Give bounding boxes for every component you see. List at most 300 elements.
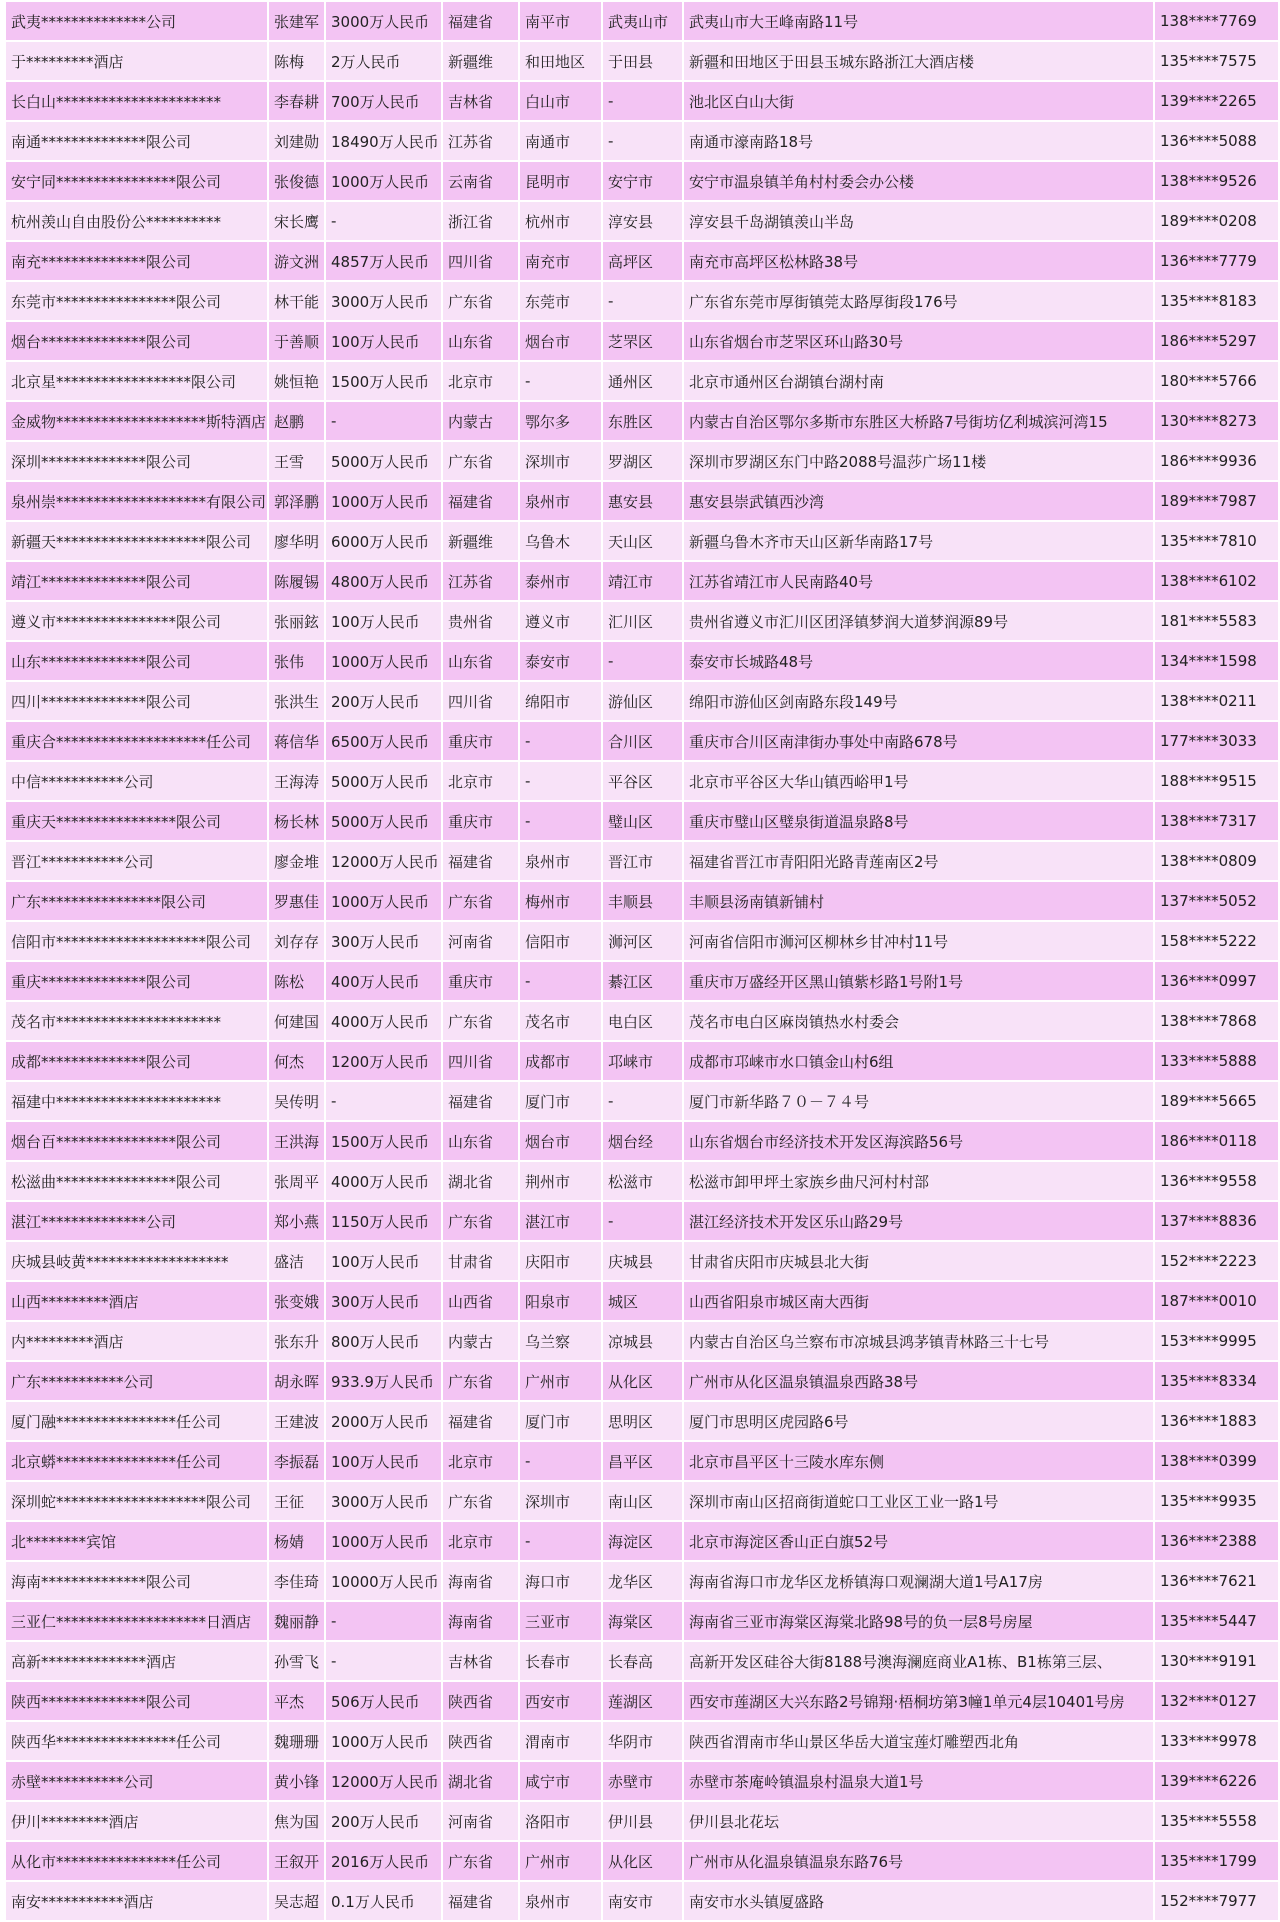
registered-capital-cell: 3000万人民币 xyxy=(325,281,442,321)
address-cell: 重庆市合川区南津街办事处中南路678号 xyxy=(683,721,1154,761)
registered-capital-cell: 4000万人民币 xyxy=(325,1001,442,1041)
address-cell: 成都市邛崃市水口镇金山村6组 xyxy=(683,1041,1154,1081)
city-cell: 三亚市 xyxy=(519,1601,602,1641)
legal-rep-cell: 杨长林 xyxy=(268,801,325,841)
registered-capital-cell: 3000万人民币 xyxy=(325,1,442,41)
registered-capital-cell: 1000万人民币 xyxy=(325,481,442,521)
legal-rep-cell: 李春耕 xyxy=(268,81,325,121)
phone-cell: 139****2265 xyxy=(1154,81,1279,121)
phone-cell: 130****8273 xyxy=(1154,401,1279,441)
registered-capital-cell: 10000万人民币 xyxy=(325,1561,442,1601)
registered-capital-cell: 300万人民币 xyxy=(325,921,442,961)
company-name-cell: 北********宾馆 xyxy=(5,1521,268,1561)
phone-cell: 180****5766 xyxy=(1154,361,1279,401)
legal-rep-cell: 李佳琦 xyxy=(268,1561,325,1601)
table-row xyxy=(5,81,1279,121)
table-row xyxy=(5,321,1279,361)
address-cell: 南充市高坪区松林路38号 xyxy=(683,241,1154,281)
province-cell: 山东省 xyxy=(442,641,519,681)
phone-cell: 138****9526 xyxy=(1154,161,1279,201)
phone-cell: 134****1598 xyxy=(1154,641,1279,681)
address-cell: 山东省烟台市芝罘区环山路30号 xyxy=(683,321,1154,361)
registered-capital-cell: 1500万人民币 xyxy=(325,361,442,401)
phone-cell: 189****0208 xyxy=(1154,201,1279,241)
legal-rep-cell: 吴传明 xyxy=(268,1081,325,1121)
table-row xyxy=(5,561,1279,601)
table-row xyxy=(5,881,1279,921)
company-name-cell: 遵义市****************限公司 xyxy=(5,601,268,641)
city-cell: 渭南市 xyxy=(519,1721,602,1761)
address-cell: 河南省信阳市浉河区柳林乡甘冲村11号 xyxy=(683,921,1154,961)
city-cell: 泰州市 xyxy=(519,561,602,601)
company-name-cell: 南安***********酒店 xyxy=(5,1881,268,1921)
phone-cell: 135****7810 xyxy=(1154,521,1279,561)
company-name-cell: 信阳市********************限公司 xyxy=(5,921,268,961)
city-cell: 白山市 xyxy=(519,81,602,121)
registered-capital-cell: 1000万人民币 xyxy=(325,1521,442,1561)
district-cell: 綦江区 xyxy=(602,961,683,1001)
district-cell: 芝罘区 xyxy=(602,321,683,361)
company-name-cell: 烟台**************限公司 xyxy=(5,321,268,361)
registered-capital-cell: 2万人民币 xyxy=(325,41,442,81)
province-cell: 甘肃省 xyxy=(442,1241,519,1281)
legal-rep-cell: 廖金堆 xyxy=(268,841,325,881)
address-cell: 福建省晋江市青阳阳光路青莲南区2号 xyxy=(683,841,1154,881)
city-cell: 长春市 xyxy=(519,1641,602,1681)
province-cell: 广东省 xyxy=(442,1201,519,1241)
district-cell: 通州区 xyxy=(602,361,683,401)
phone-cell: 186****0118 xyxy=(1154,1121,1279,1161)
phone-cell: 138****0399 xyxy=(1154,1441,1279,1481)
province-cell: 广东省 xyxy=(442,881,519,921)
city-cell: 泉州市 xyxy=(519,1881,602,1921)
province-cell: 山西省 xyxy=(442,1281,519,1321)
phone-cell: 186****9936 xyxy=(1154,441,1279,481)
company-name-cell: 东莞市****************限公司 xyxy=(5,281,268,321)
province-cell: 山东省 xyxy=(442,1121,519,1161)
city-cell: 洛阳市 xyxy=(519,1801,602,1841)
phone-cell: 135****5558 xyxy=(1154,1801,1279,1841)
phone-cell: 158****5222 xyxy=(1154,921,1279,961)
table-row xyxy=(5,601,1279,641)
phone-cell: 189****7987 xyxy=(1154,481,1279,521)
registered-capital-cell: 100万人民币 xyxy=(325,601,442,641)
registered-capital-cell: 0.1万人民币 xyxy=(325,1881,442,1921)
province-cell: 四川省 xyxy=(442,1041,519,1081)
table-row xyxy=(5,1041,1279,1081)
legal-rep-cell: 张周平 xyxy=(268,1161,325,1201)
city-cell: 杭州市 xyxy=(519,201,602,241)
company-name-cell: 安宁同****************限公司 xyxy=(5,161,268,201)
company-name-cell: 深圳**************限公司 xyxy=(5,441,268,481)
city-cell: 成都市 xyxy=(519,1041,602,1081)
table-row xyxy=(5,1401,1279,1441)
district-cell: 天山区 xyxy=(602,521,683,561)
company-name-cell: 庆城县岐黄******************* xyxy=(5,1241,268,1281)
province-cell: 江苏省 xyxy=(442,561,519,601)
registered-capital-cell: - xyxy=(325,1081,442,1121)
district-cell: 丰顺县 xyxy=(602,881,683,921)
registered-capital-cell: 1150万人民币 xyxy=(325,1201,442,1241)
district-cell: 于田县 xyxy=(602,41,683,81)
registered-capital-cell: 100万人民币 xyxy=(325,1441,442,1481)
phone-cell: 136****7621 xyxy=(1154,1561,1279,1601)
address-cell: 山西省阳泉市城区南大西街 xyxy=(683,1281,1154,1321)
company-name-cell: 北京蟒****************任公司 xyxy=(5,1441,268,1481)
phone-cell: 136****0997 xyxy=(1154,961,1279,1001)
address-cell: 赤壁市茶庵岭镇温泉村温泉大道1号 xyxy=(683,1761,1154,1801)
address-cell: 北京市海淀区香山正白旗52号 xyxy=(683,1521,1154,1561)
address-cell: 广州市从化温泉镇温泉东路76号 xyxy=(683,1841,1154,1881)
legal-rep-cell: 游文洲 xyxy=(268,241,325,281)
legal-rep-cell: 陈梅 xyxy=(268,41,325,81)
phone-cell: 181****5583 xyxy=(1154,601,1279,641)
address-cell: 伊川县北花坛 xyxy=(683,1801,1154,1841)
address-cell: 淳安县千岛湖镇羡山半岛 xyxy=(683,201,1154,241)
city-cell: 西安市 xyxy=(519,1681,602,1721)
company-name-cell: 重庆天****************限公司 xyxy=(5,801,268,841)
city-cell: 广州市 xyxy=(519,1841,602,1881)
table-row xyxy=(5,1721,1279,1761)
table-row xyxy=(5,1881,1279,1921)
district-cell: - xyxy=(602,1081,683,1121)
company-name-cell: 内*********酒店 xyxy=(5,1321,268,1361)
district-cell: 汇川区 xyxy=(602,601,683,641)
district-cell: 海棠区 xyxy=(602,1601,683,1641)
province-cell: 福建省 xyxy=(442,1,519,41)
district-cell: 平谷区 xyxy=(602,761,683,801)
company-name-cell: 海南**************限公司 xyxy=(5,1561,268,1601)
company-name-cell: 赤壁***********公司 xyxy=(5,1761,268,1801)
phone-cell: 136****2388 xyxy=(1154,1521,1279,1561)
district-cell: 庆城县 xyxy=(602,1241,683,1281)
address-cell: 江苏省靖江市人民南路40号 xyxy=(683,561,1154,601)
legal-rep-cell: 姚恒艳 xyxy=(268,361,325,401)
phone-cell: 138****0809 xyxy=(1154,841,1279,881)
company-name-cell: 于*********酒店 xyxy=(5,41,268,81)
table-row xyxy=(5,1321,1279,1361)
table-row xyxy=(5,41,1279,81)
city-cell: 信阳市 xyxy=(519,921,602,961)
legal-rep-cell: 赵鹏 xyxy=(268,401,325,441)
company-name-cell: 杭州羡山自由股份公********** xyxy=(5,201,268,241)
legal-rep-cell: 张洪生 xyxy=(268,681,325,721)
city-cell: 厦门市 xyxy=(519,1401,602,1441)
registered-capital-cell: 1200万人民币 xyxy=(325,1041,442,1081)
phone-cell: 138****7868 xyxy=(1154,1001,1279,1041)
city-cell: 咸宁市 xyxy=(519,1761,602,1801)
legal-rep-cell: 盛洁 xyxy=(268,1241,325,1281)
province-cell: 内蒙古 xyxy=(442,401,519,441)
province-cell: 福建省 xyxy=(442,1881,519,1921)
table-row xyxy=(5,521,1279,561)
registered-capital-cell: 3000万人民币 xyxy=(325,1481,442,1521)
registered-capital-cell: 100万人民币 xyxy=(325,321,442,361)
address-cell: 北京市平谷区大华山镇西峪甲1号 xyxy=(683,761,1154,801)
table-row xyxy=(5,1441,1279,1481)
address-cell: 海南省三亚市海棠区海棠北路98号的负一层8号房屋 xyxy=(683,1601,1154,1641)
address-cell: 新疆乌鲁木齐市天山区新华南路17号 xyxy=(683,521,1154,561)
legal-rep-cell: 郭泽鹏 xyxy=(268,481,325,521)
table-row xyxy=(5,441,1279,481)
company-name-cell: 南充**************限公司 xyxy=(5,241,268,281)
province-cell: 北京市 xyxy=(442,1441,519,1481)
phone-cell: 138****0211 xyxy=(1154,681,1279,721)
legal-rep-cell: 何杰 xyxy=(268,1041,325,1081)
district-cell: 松滋市 xyxy=(602,1161,683,1201)
phone-cell: 135****7575 xyxy=(1154,41,1279,81)
table-row xyxy=(5,1841,1279,1881)
phone-cell: 138****6102 xyxy=(1154,561,1279,601)
district-cell: 安宁市 xyxy=(602,161,683,201)
district-cell: 武夷山市 xyxy=(602,1,683,41)
legal-rep-cell: 廖华明 xyxy=(268,521,325,561)
table-row xyxy=(5,281,1279,321)
address-cell: 内蒙古自治区鄂尔多斯市东胜区大桥路7号街坊亿利城滨河湾15 xyxy=(683,401,1154,441)
district-cell: 浉河区 xyxy=(602,921,683,961)
legal-rep-cell: 胡永晖 xyxy=(268,1361,325,1401)
province-cell: 河南省 xyxy=(442,1801,519,1841)
company-name-cell: 三亚仁********************日酒店 xyxy=(5,1601,268,1641)
province-cell: 河南省 xyxy=(442,921,519,961)
address-cell: 北京市昌平区十三陵水库东侧 xyxy=(683,1441,1154,1481)
district-cell: 南安市 xyxy=(602,1881,683,1921)
phone-cell: 153****9995 xyxy=(1154,1321,1279,1361)
legal-rep-cell: 王建波 xyxy=(268,1401,325,1441)
registered-capital-cell: 4800万人民币 xyxy=(325,561,442,601)
registered-capital-cell: 700万人民币 xyxy=(325,81,442,121)
city-cell: - xyxy=(519,1441,602,1481)
company-name-cell: 重庆合********************任公司 xyxy=(5,721,268,761)
address-cell: 重庆市万盛经开区黑山镇紫杉路1号附1号 xyxy=(683,961,1154,1001)
city-cell: - xyxy=(519,801,602,841)
legal-rep-cell: 张东升 xyxy=(268,1321,325,1361)
city-cell: 乌兰察 xyxy=(519,1321,602,1361)
company-table xyxy=(4,0,1280,1922)
district-cell: 罗湖区 xyxy=(602,441,683,481)
table-row xyxy=(5,1001,1279,1041)
legal-rep-cell: 魏丽静 xyxy=(268,1601,325,1641)
table-row xyxy=(5,241,1279,281)
table-row xyxy=(5,161,1279,201)
legal-rep-cell: 张俊德 xyxy=(268,161,325,201)
province-cell: 湖北省 xyxy=(442,1161,519,1201)
registered-capital-cell: 5000万人民币 xyxy=(325,761,442,801)
city-cell: - xyxy=(519,761,602,801)
company-name-cell: 长白山********************** xyxy=(5,81,268,121)
legal-rep-cell: 王海涛 xyxy=(268,761,325,801)
city-cell: 烟台市 xyxy=(519,321,602,361)
registered-capital-cell: 2016万人民币 xyxy=(325,1841,442,1881)
province-cell: 福建省 xyxy=(442,841,519,881)
registered-capital-cell: - xyxy=(325,1641,442,1681)
legal-rep-cell: 刘建勋 xyxy=(268,121,325,161)
company-name-cell: 重庆**************限公司 xyxy=(5,961,268,1001)
registered-capital-cell: 4000万人民币 xyxy=(325,1161,442,1201)
table-row xyxy=(5,1161,1279,1201)
province-cell: 北京市 xyxy=(442,761,519,801)
address-cell: 南安市水头镇厦盛路 xyxy=(683,1881,1154,1921)
legal-rep-cell: 张伟 xyxy=(268,641,325,681)
address-cell: 重庆市璧山区璧泉街道温泉路8号 xyxy=(683,801,1154,841)
address-cell: 深圳市罗湖区东门中路2088号温莎广场11楼 xyxy=(683,441,1154,481)
address-cell: 池北区白山大街 xyxy=(683,81,1154,121)
legal-rep-cell: 王叙开 xyxy=(268,1841,325,1881)
city-cell: 泰安市 xyxy=(519,641,602,681)
province-cell: 重庆市 xyxy=(442,961,519,1001)
address-cell: 海南省海口市龙华区龙桥镇海口观澜湖大道1号A17房 xyxy=(683,1561,1154,1601)
district-cell: 城区 xyxy=(602,1281,683,1321)
district-cell: 龙华区 xyxy=(602,1561,683,1601)
table-row xyxy=(5,1601,1279,1641)
phone-cell: 133****9978 xyxy=(1154,1721,1279,1761)
company-name-cell: 山东**************限公司 xyxy=(5,641,268,681)
phone-cell: 177****3033 xyxy=(1154,721,1279,761)
city-cell: 南充市 xyxy=(519,241,602,281)
table-row xyxy=(5,841,1279,881)
phone-cell: 133****5888 xyxy=(1154,1041,1279,1081)
district-cell: 莲湖区 xyxy=(602,1681,683,1721)
phone-cell: 130****9191 xyxy=(1154,1641,1279,1681)
city-cell: 厦门市 xyxy=(519,1081,602,1121)
registered-capital-cell: 300万人民币 xyxy=(325,1281,442,1321)
district-cell: 惠安县 xyxy=(602,481,683,521)
company-name-cell: 金威物********************斯特酒店 xyxy=(5,401,268,441)
address-cell: 甘肃省庆阳市庆城县北大街 xyxy=(683,1241,1154,1281)
phone-cell: 137****5052 xyxy=(1154,881,1279,921)
province-cell: 山东省 xyxy=(442,321,519,361)
address-cell: 北京市通州区台湖镇台湖村南 xyxy=(683,361,1154,401)
phone-cell: 135****8183 xyxy=(1154,281,1279,321)
city-cell: 湛江市 xyxy=(519,1201,602,1241)
phone-cell: 186****5297 xyxy=(1154,321,1279,361)
table-row xyxy=(5,641,1279,681)
registered-capital-cell: 1000万人民币 xyxy=(325,1721,442,1761)
table-row xyxy=(5,761,1279,801)
legal-rep-cell: 平杰 xyxy=(268,1681,325,1721)
registered-capital-cell: 12000万人民币 xyxy=(325,1761,442,1801)
city-cell: 庆阳市 xyxy=(519,1241,602,1281)
city-cell: - xyxy=(519,721,602,761)
district-cell: 晋江市 xyxy=(602,841,683,881)
district-cell: - xyxy=(602,281,683,321)
phone-cell: 135****8334 xyxy=(1154,1361,1279,1401)
company-name-cell: 伊川*********酒店 xyxy=(5,1801,268,1841)
registered-capital-cell: 1500万人民币 xyxy=(325,1121,442,1161)
phone-cell: 137****8836 xyxy=(1154,1201,1279,1241)
company-name-cell: 茂名市********************** xyxy=(5,1001,268,1041)
district-cell: 电白区 xyxy=(602,1001,683,1041)
registered-capital-cell: - xyxy=(325,201,442,241)
province-cell: 江苏省 xyxy=(442,121,519,161)
legal-rep-cell: 罗惠佳 xyxy=(268,881,325,921)
district-cell: 游仙区 xyxy=(602,681,683,721)
address-cell: 安宁市温泉镇羊角村村委会办公楼 xyxy=(683,161,1154,201)
registered-capital-cell: 1000万人民币 xyxy=(325,641,442,681)
legal-rep-cell: 张变娥 xyxy=(268,1281,325,1321)
phone-cell: 135****1799 xyxy=(1154,1841,1279,1881)
company-name-cell: 福建中********************** xyxy=(5,1081,268,1121)
province-cell: 新疆维 xyxy=(442,521,519,561)
province-cell: 北京市 xyxy=(442,361,519,401)
phone-cell: 152****7977 xyxy=(1154,1881,1279,1921)
registered-capital-cell: 12000万人民币 xyxy=(325,841,442,881)
province-cell: 海南省 xyxy=(442,1601,519,1641)
legal-rep-cell: 焦为国 xyxy=(268,1801,325,1841)
phone-cell: 139****6226 xyxy=(1154,1761,1279,1801)
city-cell: 广州市 xyxy=(519,1361,602,1401)
district-cell: 高坪区 xyxy=(602,241,683,281)
province-cell: 广东省 xyxy=(442,1481,519,1521)
district-cell: 烟台经 xyxy=(602,1121,683,1161)
company-name-cell: 从化市****************任公司 xyxy=(5,1841,268,1881)
company-name-cell: 陕西**************限公司 xyxy=(5,1681,268,1721)
table-row xyxy=(5,1081,1279,1121)
address-cell: 深圳市南山区招商街道蛇口工业区工业一路1号 xyxy=(683,1481,1154,1521)
table-row xyxy=(5,961,1279,1001)
table-row xyxy=(5,1201,1279,1241)
registered-capital-cell: 506万人民币 xyxy=(325,1681,442,1721)
province-cell: 海南省 xyxy=(442,1561,519,1601)
table-row xyxy=(5,1641,1279,1681)
phone-cell: 132****0127 xyxy=(1154,1681,1279,1721)
province-cell: 重庆市 xyxy=(442,801,519,841)
address-cell: 内蒙古自治区乌兰察布市凉城县鸿茅镇青林路三十七号 xyxy=(683,1321,1154,1361)
city-cell: 泉州市 xyxy=(519,481,602,521)
province-cell: 重庆市 xyxy=(442,721,519,761)
city-cell: 和田地区 xyxy=(519,41,602,81)
district-cell: - xyxy=(602,81,683,121)
company-name-cell: 陕西华****************任公司 xyxy=(5,1721,268,1761)
table-row xyxy=(5,801,1279,841)
address-cell: 西安市莲湖区大兴东路2号锦翔·梧桐坊第3幢1单元4层10401号房 xyxy=(683,1681,1154,1721)
company-name-cell: 晋江***********公司 xyxy=(5,841,268,881)
address-cell: 武夷山市大王峰南路11号 xyxy=(683,1,1154,41)
address-cell: 惠安县崇武镇西沙湾 xyxy=(683,481,1154,521)
address-cell: 陕西省渭南市华山景区华岳大道宝莲灯雕塑西北角 xyxy=(683,1721,1154,1761)
city-cell: - xyxy=(519,1521,602,1561)
address-cell: 广州市从化区温泉镇温泉西路38号 xyxy=(683,1361,1154,1401)
district-cell: 从化区 xyxy=(602,1841,683,1881)
table-row xyxy=(5,1361,1279,1401)
legal-rep-cell: 黄小锋 xyxy=(268,1761,325,1801)
district-cell: - xyxy=(602,1201,683,1241)
district-cell: 华阴市 xyxy=(602,1721,683,1761)
registered-capital-cell: 18490万人民币 xyxy=(325,121,442,161)
company-name-cell: 新疆天********************限公司 xyxy=(5,521,268,561)
registered-capital-cell: 933.9万人民币 xyxy=(325,1361,442,1401)
phone-cell: 136****1883 xyxy=(1154,1401,1279,1441)
province-cell: 湖北省 xyxy=(442,1761,519,1801)
province-cell: 吉林省 xyxy=(442,1641,519,1681)
address-cell: 新疆和田地区于田县玉城东路浙江大酒店楼 xyxy=(683,41,1154,81)
phone-cell: 135****9935 xyxy=(1154,1481,1279,1521)
district-cell: 邛崃市 xyxy=(602,1041,683,1081)
province-cell: 四川省 xyxy=(442,241,519,281)
city-cell: 烟台市 xyxy=(519,1121,602,1161)
table-row xyxy=(5,1521,1279,1561)
district-cell: 赤壁市 xyxy=(602,1761,683,1801)
registered-capital-cell: 1000万人民币 xyxy=(325,881,442,921)
legal-rep-cell: 李振磊 xyxy=(268,1441,325,1481)
company-name-cell: 四川**************限公司 xyxy=(5,681,268,721)
district-cell: 靖江市 xyxy=(602,561,683,601)
district-cell: 南山区 xyxy=(602,1481,683,1521)
district-cell: 海淀区 xyxy=(602,1521,683,1561)
city-cell: 茂名市 xyxy=(519,1001,602,1041)
company-name-cell: 厦门融****************任公司 xyxy=(5,1401,268,1441)
registered-capital-cell: 800万人民币 xyxy=(325,1321,442,1361)
